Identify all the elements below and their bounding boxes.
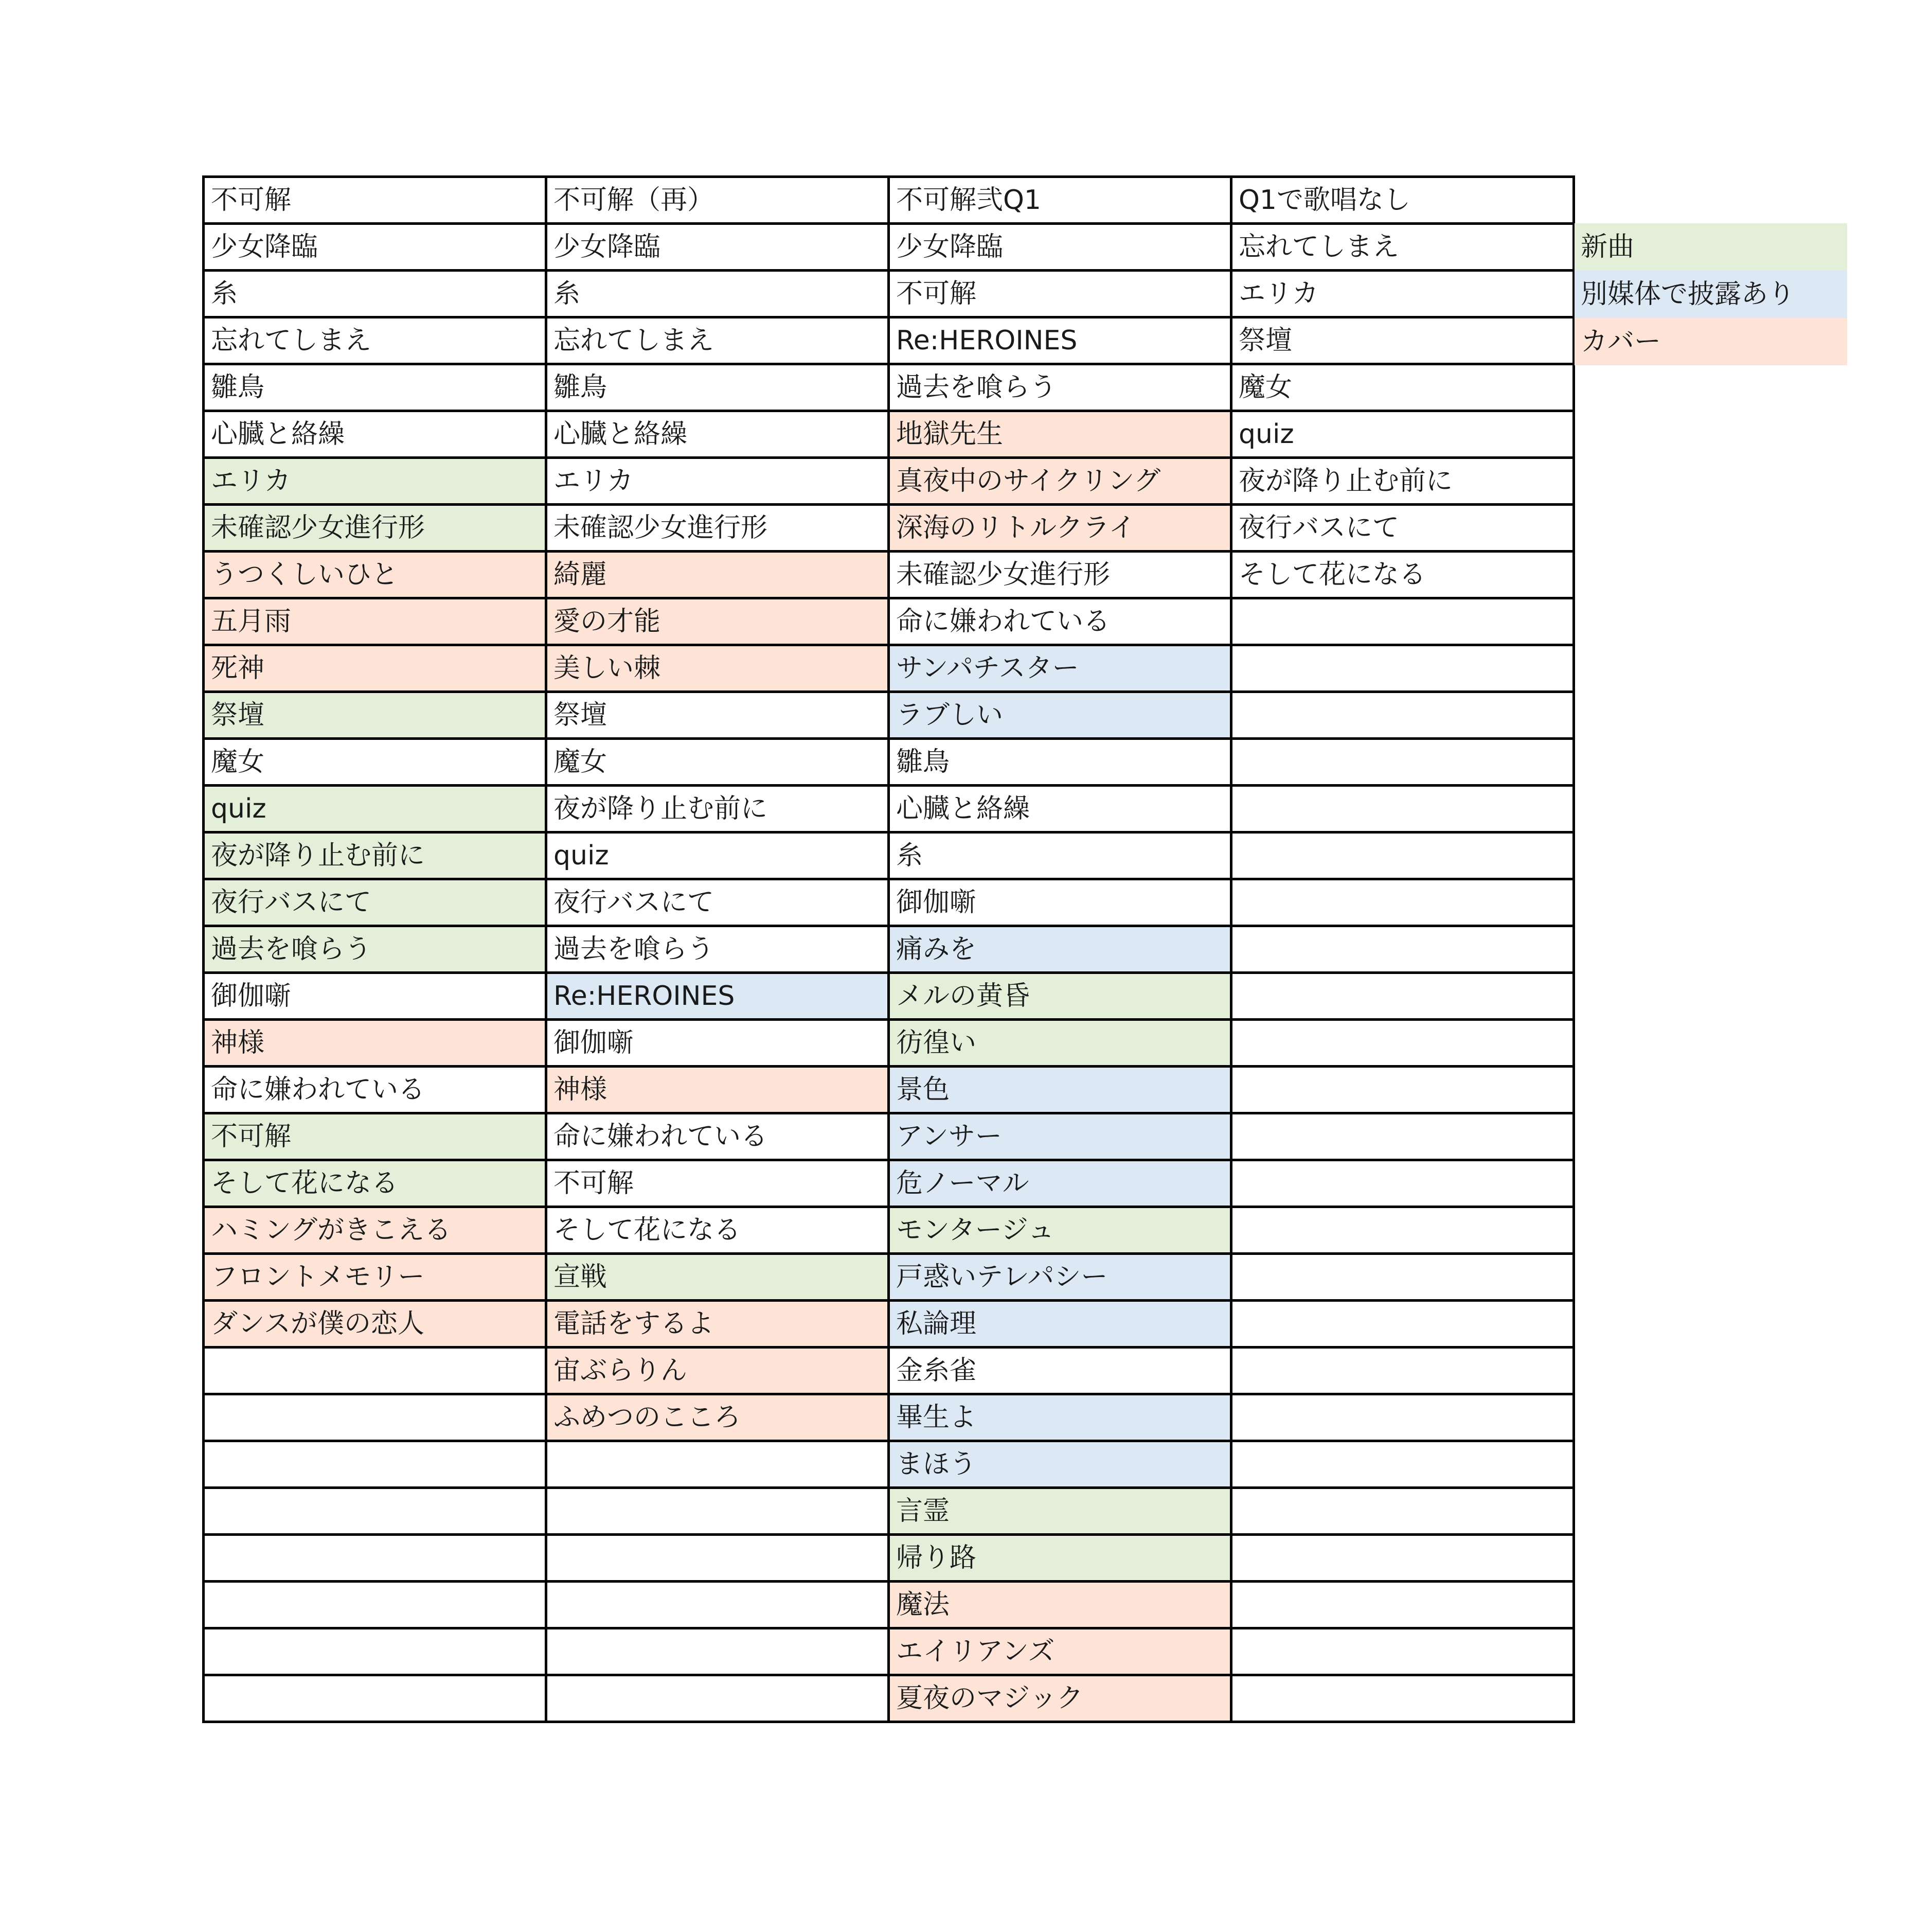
song-cell: 魔女 — [204, 739, 546, 786]
song-cell: 綺麗 — [546, 552, 889, 598]
song-cell — [1231, 645, 1574, 692]
song-cell — [204, 1488, 546, 1535]
song-cell: 雛鳥 — [546, 364, 889, 411]
song-cell: まほう — [889, 1441, 1231, 1488]
song-cell — [546, 1535, 889, 1582]
song-cell: 畢生よ — [889, 1394, 1231, 1441]
song-cell — [1231, 1020, 1574, 1067]
table-row — [204, 1582, 1574, 1628]
song-cell: 過去を喰らう — [889, 364, 1231, 411]
song-cell — [1231, 1675, 1574, 1722]
song-cell: 命に嫌われている — [889, 598, 1231, 645]
song-cell: 雛鳥 — [889, 739, 1231, 786]
song-cell: 宣戦 — [546, 1254, 889, 1301]
song-cell: 言霊 — [889, 1488, 1231, 1535]
song-cell: ハミングがきこえる — [204, 1207, 546, 1254]
song-cell: 魔女 — [546, 739, 889, 786]
song-cell: 美しい棘 — [546, 645, 889, 692]
song-cell — [1231, 1254, 1574, 1301]
song-cell: 金糸雀 — [889, 1348, 1231, 1394]
song-cell — [546, 1488, 889, 1535]
song-cell — [1231, 598, 1574, 645]
song-cell: 心臓と絡繰 — [204, 411, 546, 458]
song-cell — [204, 1582, 546, 1628]
song-cell — [1231, 926, 1574, 973]
table-row — [204, 879, 1574, 926]
song-cell: ふめつのこころ — [546, 1394, 889, 1441]
legend — [1575, 223, 1847, 365]
song-cell: 不可解 — [546, 1160, 889, 1207]
table-row — [204, 645, 1574, 692]
song-cell — [1231, 1113, 1574, 1160]
song-cell: アンサー — [889, 1113, 1231, 1160]
song-cell — [204, 1441, 546, 1488]
song-cell: quiz — [1231, 411, 1574, 458]
song-cell: 過去を喰らう — [204, 926, 546, 973]
song-cell: エリカ — [204, 458, 546, 505]
song-cell — [1231, 786, 1574, 832]
song-cell: 忘れてしまえ — [546, 317, 889, 364]
table-row — [204, 1160, 1574, 1207]
song-cell: 愛の才能 — [546, 598, 889, 645]
table-row — [204, 271, 1574, 317]
song-cell — [1231, 1160, 1574, 1207]
song-cell: 夏夜のマジック — [889, 1675, 1231, 1722]
table-row — [204, 1254, 1574, 1301]
song-cell — [1231, 692, 1574, 739]
song-cell: 不可解 — [889, 271, 1231, 317]
song-cell: 忘れてしまえ — [204, 317, 546, 364]
table-row — [204, 1301, 1574, 1348]
song-cell: 神様 — [204, 1020, 546, 1067]
song-cell: サンパチスター — [889, 645, 1231, 692]
song-cell — [1231, 1301, 1574, 1348]
song-cell: 電話をするよ — [546, 1301, 889, 1348]
song-cell — [204, 1348, 546, 1394]
song-cell: 少女降臨 — [546, 224, 889, 271]
table-row — [204, 317, 1574, 364]
song-cell — [1231, 1441, 1574, 1488]
song-cell — [546, 1628, 889, 1675]
table-row — [204, 224, 1574, 271]
table-row — [204, 411, 1574, 458]
song-cell: 未確認少女進行形 — [546, 505, 889, 552]
song-cell: 帰り路 — [889, 1535, 1231, 1582]
song-cell: 祭壇 — [1231, 317, 1574, 364]
table-row — [204, 1348, 1574, 1394]
column-header: 不可解 — [204, 177, 546, 224]
table-row — [204, 1535, 1574, 1582]
song-cell: 心臓と絡繰 — [889, 786, 1231, 832]
table-row — [204, 739, 1574, 786]
song-cell: エリカ — [546, 458, 889, 505]
song-cell: 宙ぶらりん — [546, 1348, 889, 1394]
legend-item: 新曲 — [1575, 223, 1847, 271]
song-cell — [1231, 1582, 1574, 1628]
setlist-body — [204, 177, 1574, 1722]
song-cell — [1231, 879, 1574, 926]
table-row — [204, 1113, 1574, 1160]
song-cell: 夜行バスにて — [546, 879, 889, 926]
table-row — [204, 552, 1574, 598]
table-row — [204, 832, 1574, 879]
song-cell: エイリアンズ — [889, 1628, 1231, 1675]
song-cell: 未確認少女進行形 — [889, 552, 1231, 598]
table-row — [204, 786, 1574, 832]
song-cell: モンタージュ — [889, 1207, 1231, 1254]
song-cell: 魔法 — [889, 1582, 1231, 1628]
song-cell: 少女降臨 — [204, 224, 546, 271]
song-cell: 夜行バスにて — [1231, 505, 1574, 552]
song-cell: 戸惑いテレパシー — [889, 1254, 1231, 1301]
song-cell: 命に嫌われている — [546, 1113, 889, 1160]
song-cell: 夜が降り止む前に — [546, 786, 889, 832]
song-cell: 未確認少女進行形 — [204, 505, 546, 552]
song-cell: 祭壇 — [546, 692, 889, 739]
legend-item: カバー — [1575, 318, 1847, 365]
table-row — [204, 1207, 1574, 1254]
song-cell — [1231, 1207, 1574, 1254]
table-row — [204, 973, 1574, 1020]
song-cell: 魔女 — [1231, 364, 1574, 411]
song-cell: 心臓と絡繰 — [546, 411, 889, 458]
song-cell — [1231, 739, 1574, 786]
song-cell: 忘れてしまえ — [1231, 224, 1574, 271]
song-cell: 真夜中のサイクリング — [889, 458, 1231, 505]
legend-item: 別媒体で披露あり — [1575, 271, 1847, 318]
song-cell: エリカ — [1231, 271, 1574, 317]
song-cell — [1231, 1394, 1574, 1441]
song-cell — [204, 1628, 546, 1675]
song-cell: 過去を喰らう — [546, 926, 889, 973]
song-cell: 痛みを — [889, 926, 1231, 973]
song-cell: 夜が降り止む前に — [204, 832, 546, 879]
song-cell — [1231, 832, 1574, 879]
song-cell: 少女降臨 — [889, 224, 1231, 271]
song-cell: 景色 — [889, 1067, 1231, 1113]
song-cell — [204, 1394, 546, 1441]
table-row — [204, 505, 1574, 552]
song-cell: Re:HEROINES — [546, 973, 889, 1020]
song-cell: 彷徨い — [889, 1020, 1231, 1067]
table-row — [204, 1394, 1574, 1441]
table-row — [204, 1628, 1574, 1675]
song-cell — [1231, 1488, 1574, 1535]
song-cell: 神様 — [546, 1067, 889, 1113]
song-cell: うつくしいひと — [204, 552, 546, 598]
song-cell: 死神 — [204, 645, 546, 692]
song-cell: quiz — [546, 832, 889, 879]
song-cell — [1231, 1067, 1574, 1113]
song-cell: メルの黄昏 — [889, 973, 1231, 1020]
song-cell: 糸 — [546, 271, 889, 317]
song-cell: 雛鳥 — [204, 364, 546, 411]
song-cell: 糸 — [204, 271, 546, 317]
table-row — [204, 692, 1574, 739]
table-row — [204, 926, 1574, 973]
song-cell — [204, 1535, 546, 1582]
table-row — [204, 598, 1574, 645]
song-cell: 御伽噺 — [889, 879, 1231, 926]
song-cell — [1231, 973, 1574, 1020]
song-cell: 不可解 — [204, 1113, 546, 1160]
song-cell — [1231, 1535, 1574, 1582]
song-cell: 御伽噺 — [204, 973, 546, 1020]
song-cell: 私論理 — [889, 1301, 1231, 1348]
table-row — [204, 458, 1574, 505]
song-cell: 祭壇 — [204, 692, 546, 739]
setlist-table — [202, 175, 1575, 1723]
song-cell: そして花になる — [204, 1160, 546, 1207]
table-row — [204, 1020, 1574, 1067]
song-cell — [546, 1582, 889, 1628]
song-cell — [1231, 1348, 1574, 1394]
header-row — [204, 177, 1574, 224]
column-header: 不可解（再） — [546, 177, 889, 224]
song-cell: 夜が降り止む前に — [1231, 458, 1574, 505]
song-cell: ダンスが僕の恋人 — [204, 1301, 546, 1348]
table-row — [204, 1441, 1574, 1488]
table-row — [204, 1488, 1574, 1535]
song-cell: 糸 — [889, 832, 1231, 879]
song-cell: 命に嫌われている — [204, 1067, 546, 1113]
song-cell: そして花になる — [1231, 552, 1574, 598]
column-header: 不可解弐Q1 — [889, 177, 1231, 224]
song-cell — [546, 1441, 889, 1488]
song-cell: そして花になる — [546, 1207, 889, 1254]
table-row — [204, 364, 1574, 411]
song-cell — [1231, 1628, 1574, 1675]
song-cell: ラブしい — [889, 692, 1231, 739]
song-cell — [204, 1675, 546, 1722]
song-cell: Re:HEROINES — [889, 317, 1231, 364]
song-cell — [546, 1675, 889, 1722]
song-cell: 深海のリトルクライ — [889, 505, 1231, 552]
song-cell: 五月雨 — [204, 598, 546, 645]
song-cell: 御伽噺 — [546, 1020, 889, 1067]
song-cell: 夜行バスにて — [204, 879, 546, 926]
song-cell: 危ノーマル — [889, 1160, 1231, 1207]
song-cell: quiz — [204, 786, 546, 832]
song-cell: 地獄先生 — [889, 411, 1231, 458]
table-row — [204, 1067, 1574, 1113]
song-cell: フロントメモリー — [204, 1254, 546, 1301]
table-row — [204, 1675, 1574, 1722]
column-header: Q1で歌唱なし — [1231, 177, 1574, 224]
